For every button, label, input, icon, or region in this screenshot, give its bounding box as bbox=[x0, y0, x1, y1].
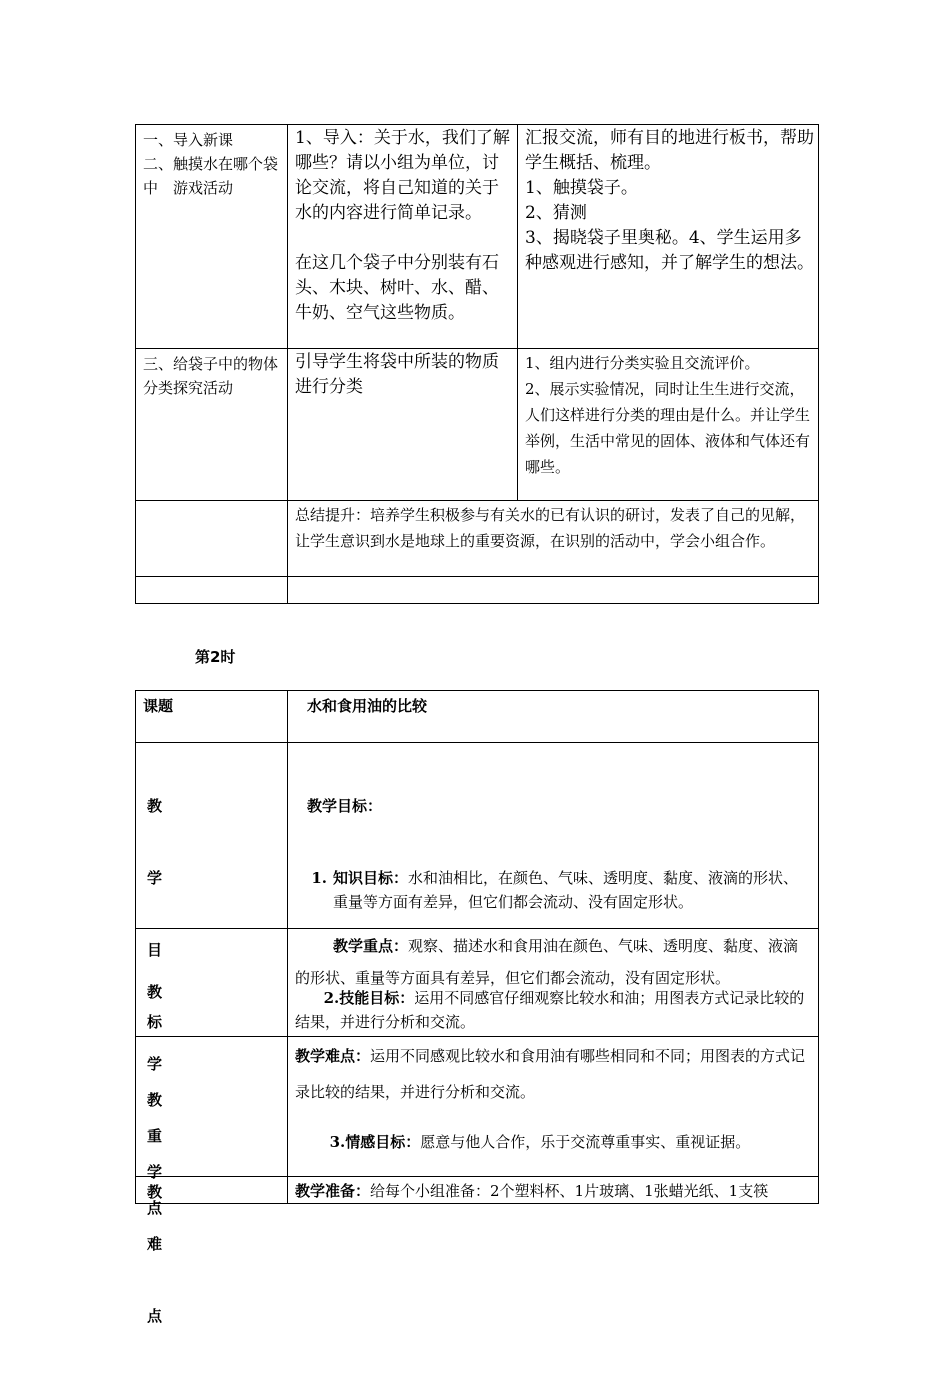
key-points-title: 教学重点： bbox=[333, 937, 409, 955]
table-cell-stage: 一、导入新课 二、触摸水在哪个袋中 游戏活动 bbox=[143, 131, 279, 197]
table-cell-student: 1、组内进行分类实验且交流评价。 2、展示实验情况，同时让生生进行交流，人们这样进行分类的理由是什么。并让学生举例，生活中常见的固体、液体和气体还有哪些。 bbox=[525, 354, 811, 476]
goal-text: 运用不同感官仔细观察比较水和油；用图表方式记录比较的结果，并进行分析和交流。 bbox=[295, 989, 805, 1031]
table-cell-student: 汇报交流，师有目的地进行板书，帮助学生概括、梳理。 1、触摸袋子。 2、猜测 3、揭晓袋子里奥秘。4、学生运用多种感观进行感知，并了解学生的想法。 bbox=[525, 128, 814, 273]
column-divider bbox=[287, 124, 288, 604]
difficulties-content bbox=[295, 1038, 813, 1110]
goal-text: 愿意与他人合作，乐于交流尊重事实、重视证据。 bbox=[420, 1133, 751, 1151]
label-char: 教 bbox=[147, 983, 163, 1001]
label-char: 教 bbox=[147, 1091, 163, 1109]
preparation-label: 教 bbox=[147, 1183, 163, 1201]
topic-value: 水和食用油的比较 bbox=[307, 697, 428, 715]
table-cell-teacher: 1、导入：关于水，我们了解哪些？请以小组为单位，讨论交流，将自己知道的关于水的内容进行简单记录。 在这几个袋子中分别装有石头、木块、树叶、水、醋、牛奶、空气这些物质。 bbox=[295, 128, 510, 323]
label-char: 难 bbox=[147, 1235, 163, 1253]
goal-label: 3.情感目标： bbox=[329, 1133, 421, 1151]
row-divider bbox=[135, 348, 819, 349]
goal-label: 知识目标： bbox=[333, 869, 409, 887]
goals-title: 教学目标： bbox=[307, 797, 383, 815]
label-char: 学 bbox=[147, 869, 163, 887]
difficulties-title: 教学难点： bbox=[295, 1047, 371, 1065]
column-divider bbox=[287, 690, 288, 1204]
row-divider bbox=[135, 500, 819, 501]
goal-label: 2.技能目标： bbox=[323, 989, 415, 1007]
key-points-content bbox=[295, 930, 813, 994]
key-points-text: 观察、描述水和食用油在颜色、气味、透明度、黏度、液滴的形状、重量等方面具有差异，但它们都会流动，没有固定形状。 bbox=[295, 937, 799, 987]
section-heading: 第2时 bbox=[195, 648, 236, 666]
row-divider bbox=[135, 576, 819, 577]
table-cell-teacher: 引导学生将袋中所装的物质进行分类 bbox=[295, 352, 499, 397]
preparation-title: 教学准备： bbox=[295, 1182, 371, 1200]
lesson-plan-table bbox=[135, 690, 819, 1325]
difficulties-text: 运用不同感观比较水和食用油有哪些相同和不同；用图表的方式记录比较的结果，并进行分析和交流。 bbox=[295, 1047, 806, 1101]
label-char: 学 bbox=[147, 1163, 163, 1181]
difficulties-label bbox=[147, 1040, 167, 1376]
label-char: 重 bbox=[147, 1127, 163, 1145]
goal-knowledge bbox=[295, 866, 813, 914]
label-char: 标 bbox=[147, 1013, 163, 1031]
label-char: 目 bbox=[147, 941, 163, 959]
preparation-text: 给每个小组准备：2个塑料杯、1片玻璃、1张蜡光纸、1支筷 bbox=[370, 1182, 769, 1200]
column-divider bbox=[517, 124, 518, 500]
label-char: 教 bbox=[147, 797, 163, 815]
label-char: 点 bbox=[147, 1307, 163, 1325]
label-char: 点 bbox=[147, 1199, 163, 1217]
preparation-content bbox=[295, 1179, 819, 1203]
topic-label: 课题 bbox=[143, 697, 174, 715]
row-divider bbox=[135, 742, 819, 743]
lesson-activities-table bbox=[135, 124, 819, 604]
goal-emotion bbox=[295, 1106, 813, 1178]
goal-number: 1. bbox=[311, 869, 327, 887]
label-char: 学 bbox=[147, 1055, 163, 1073]
goal-text: 水和油相比，在颜色、气味、透明度、黏度、液滴的形状、重量等方面有差异，但它们都会流动、没有固定形状。 bbox=[333, 869, 799, 911]
summary-cell: 总结提升：培养学生积极参与有关水的已有认识的研讨，发表了自己的见解，让学生意识到水是地球上的重要资源，在识别的活动中，学会小组合作。 bbox=[295, 506, 806, 550]
table-cell-stage: 三、给袋子中的物体分类探究活动 bbox=[143, 355, 279, 397]
